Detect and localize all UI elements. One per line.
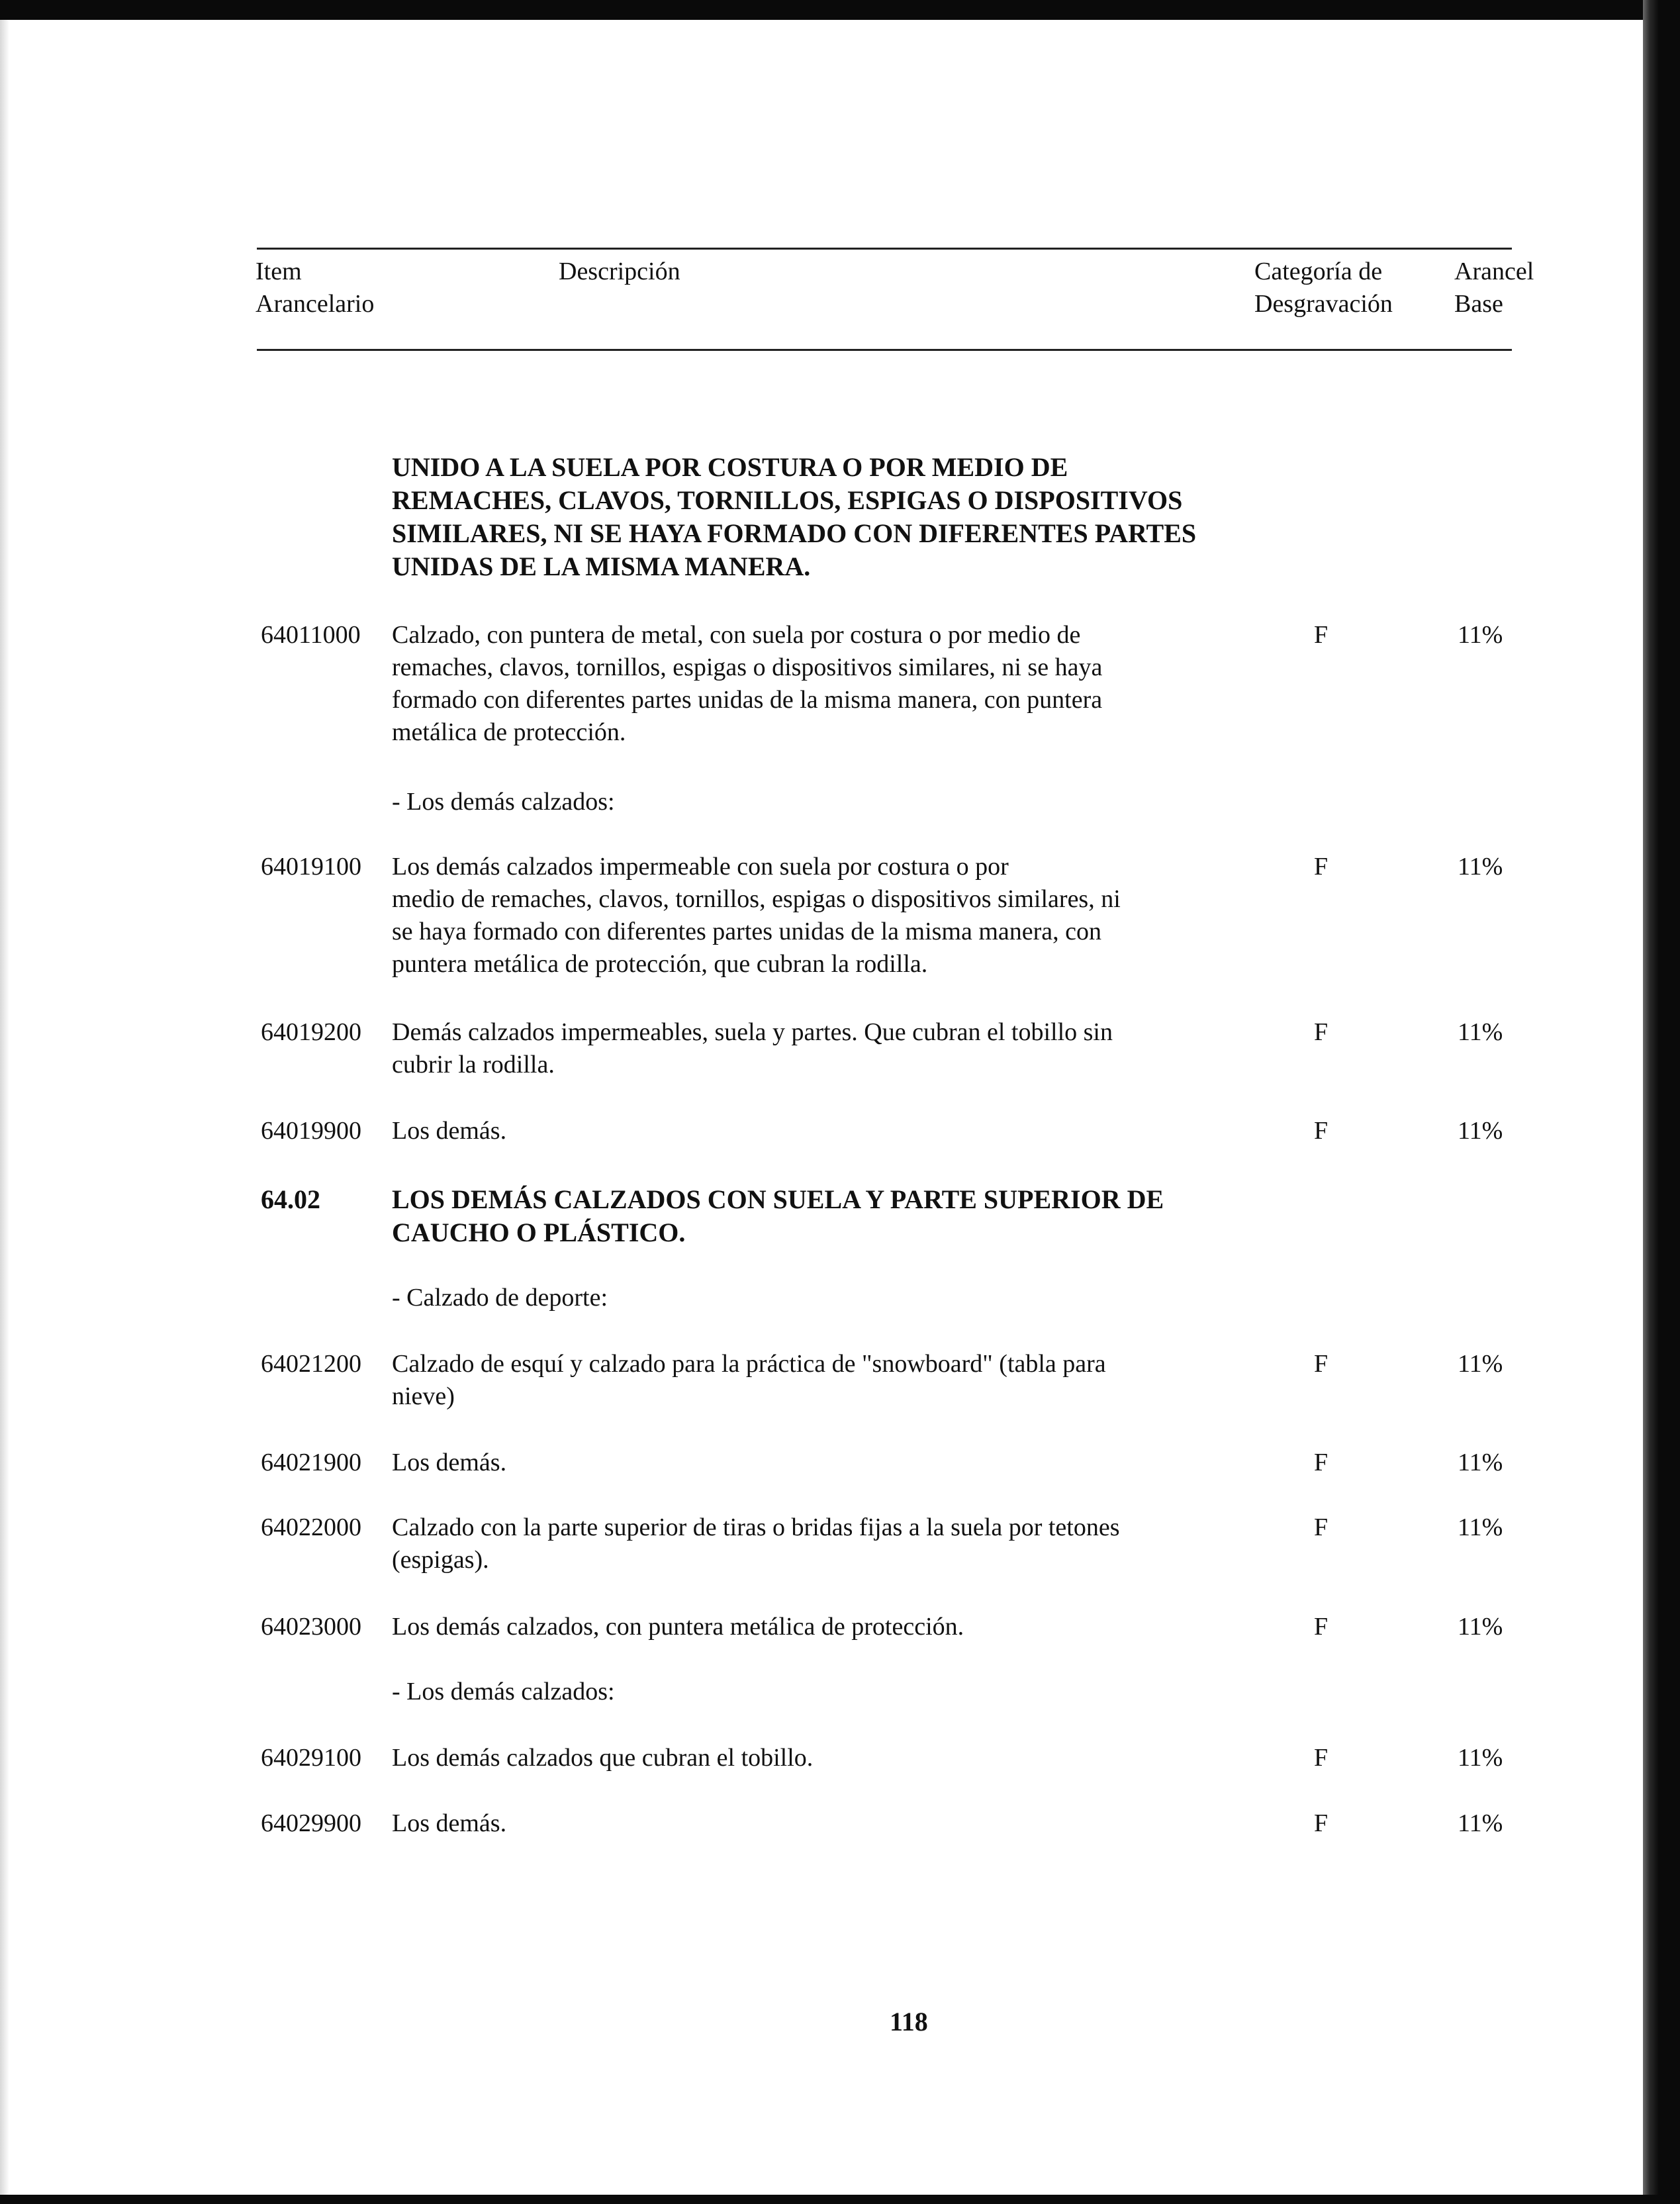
item-code: 64021200 — [261, 1350, 361, 1378]
header-rule-top — [257, 248, 1512, 250]
item-description: Los demás calzados, con puntera metálica de protección. — [392, 1613, 964, 1641]
item-code: 64019100 — [261, 853, 361, 881]
item-rate: 11% — [1458, 1613, 1503, 1641]
item-category: F — [1314, 621, 1329, 649]
item-code: 64021900 — [261, 1449, 361, 1476]
item-description: formado con diferentes partes unidas de la misma manera, con puntera — [392, 686, 1103, 714]
scan-edge-right — [1643, 0, 1680, 2204]
header-rule-bottom — [257, 349, 1512, 351]
item-rate: 11% — [1458, 1449, 1503, 1476]
heading-line: REMACHES, CLAVOS, TORNILLOS, ESPIGAS O DISPOSITIVOS — [392, 485, 1183, 515]
item-description: Los demás calzados impermeable con suela por costura o por — [392, 853, 1009, 881]
header-categoria: Categoría de — [1254, 258, 1383, 285]
item-rate: 11% — [1458, 621, 1503, 649]
item-description: se haya formado con diferentes partes unidas de la misma manera, con — [392, 918, 1102, 945]
item-category: F — [1314, 1613, 1329, 1641]
scan-edge-left — [0, 0, 9, 2204]
item-code: 64029100 — [261, 1744, 361, 1772]
item-description: Los demás calzados que cubran el tobillo. — [392, 1744, 814, 1772]
scan-edge-top — [0, 0, 1680, 20]
item-category: F — [1314, 1744, 1329, 1772]
heading-line: CAUCHO O PLÁSTICO. — [392, 1218, 686, 1247]
item-code: 64023000 — [261, 1613, 361, 1641]
header-desgravacion: Desgravación — [1254, 290, 1393, 318]
item-rate: 11% — [1458, 853, 1503, 881]
item-description: Demás calzados impermeables, suela y partes. Que cubran el tobillo sin — [392, 1018, 1113, 1046]
item-code: 64029900 — [261, 1809, 361, 1837]
heading-line: UNIDO A LA SUELA POR COSTURA O POR MEDIO DE — [392, 452, 1068, 482]
subheading: - Calzado de deporte: — [392, 1284, 608, 1312]
item-description: (espigas). — [392, 1546, 489, 1574]
item-category: F — [1314, 1350, 1329, 1378]
item-description: Calzado con la parte superior de tiras o bridas fijas a la suela por tetones — [392, 1513, 1120, 1541]
item-code: 64019200 — [261, 1018, 361, 1046]
item-rate: 11% — [1458, 1350, 1503, 1378]
item-category: F — [1314, 1449, 1329, 1476]
item-rate: 11% — [1458, 1117, 1503, 1145]
header-arancel: Arancel — [1454, 258, 1534, 285]
item-rate: 11% — [1458, 1513, 1503, 1541]
item-code: 64022000 — [261, 1513, 361, 1541]
item-description: puntera metálica de protección, que cubran la rodilla. — [392, 950, 928, 978]
item-description: nieve) — [392, 1382, 455, 1410]
item-code: 64011000 — [261, 621, 361, 649]
item-description: Calzado, con puntera de metal, con suela por costura o por medio de — [392, 621, 1081, 649]
item-category: F — [1314, 853, 1329, 881]
item-category: F — [1314, 1513, 1329, 1541]
item-description: Calzado de esquí y calzado para la práctica de "snowboard" (tabla para — [392, 1350, 1106, 1378]
item-description: Los demás. — [392, 1449, 507, 1476]
item-rate: 11% — [1458, 1018, 1503, 1046]
heading-line: SIMILARES, NI SE HAYA FORMADO CON DIFERENTES PARTES — [392, 518, 1197, 548]
item-description: Los demás. — [392, 1117, 507, 1145]
item-description: Los demás. — [392, 1809, 507, 1837]
page-number: 118 — [890, 2007, 928, 2036]
header-descripcion: Descripción — [559, 258, 680, 285]
header-item: Item — [256, 258, 302, 285]
scan-edge-bottom — [0, 2195, 1680, 2204]
item-description: metálica de protección. — [392, 718, 626, 746]
item-rate: 11% — [1458, 1809, 1503, 1837]
item-rate: 11% — [1458, 1744, 1503, 1772]
header-arancelario: Arancelario — [256, 290, 375, 318]
heading-line: LOS DEMÁS CALZADOS CON SUELA Y PARTE SUPERIOR DE — [392, 1184, 1164, 1214]
item-category: F — [1314, 1018, 1329, 1046]
item-category: F — [1314, 1117, 1329, 1145]
item-code: 64019900 — [261, 1117, 361, 1145]
subheading: - Los demás calzados: — [392, 788, 615, 816]
header-base: Base — [1454, 290, 1503, 318]
heading-line: UNIDAS DE LA MISMA MANERA. — [392, 551, 811, 581]
subheading: - Los demás calzados: — [392, 1678, 615, 1705]
item-description: remaches, clavos, tornillos, espigas o dispositivos similares, ni se haya — [392, 653, 1103, 681]
heading-code: 64.02 — [261, 1184, 320, 1214]
item-description: cubrir la rodilla. — [392, 1051, 555, 1078]
item-description: medio de remaches, clavos, tornillos, espigas o dispositivos similares, ni — [392, 885, 1121, 913]
item-category: F — [1314, 1809, 1329, 1837]
